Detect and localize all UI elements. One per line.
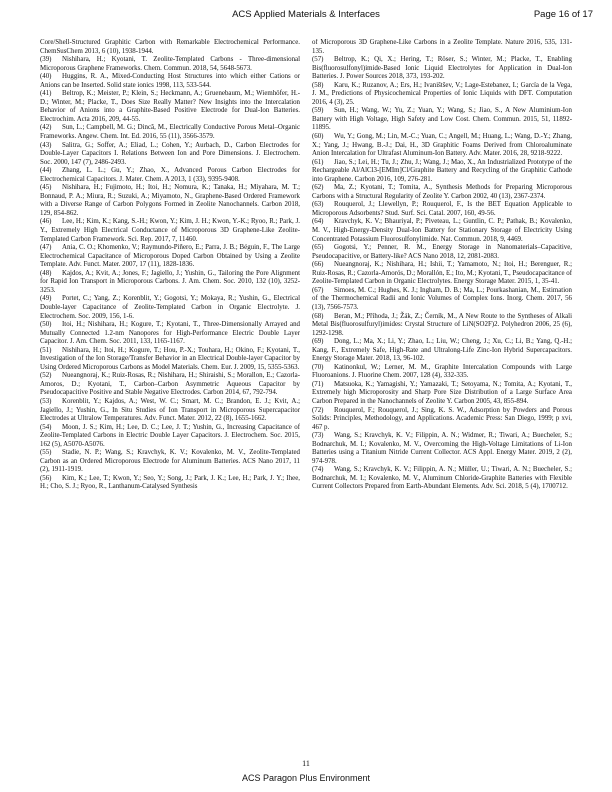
reference-entry [40,424,300,450]
reference-entry [40,475,300,492]
reference-entry [312,407,572,433]
reference-text: Korenblit, Y.; Kajdos, A.; West, W. C.; Smart, M. C.; Brandon, E. J.; Kvit, A.; Jagiello, J.; Yushin, G., In Situ Studies of Ion Transport in Microporous Supercapacitor Electrodes at Ultralow Temperatures. Adv. Funct. Mater. 2012, 22 (8), 1655-1662. [40,397,300,423]
reference-text: Jiao, S.; Lei, H.; Tu, J.; Zhu, J.; Wang, J.; Mao, X., An Industrialized Prototype of the Rechargeable Al/AlCl3-[EMIm]Cl/Graphite Battery and Recycling of the Graphitic Cathode into Graphene. Carbon 2016, 109, 276-281. [312,158,572,183]
reference-text: Itoi, H.; Nishihara, H.; Kogure, T.; Kyotani, T., Three-Dimensionally Arrayed and Mutually Connected 1.2-nm Nanopores for High-Performance Electric Double Layer Capacitor. J. Am. Chem. Soc. 2011, 133, 1165-1167. [40,321,300,346]
reference-text: Sun, L.; Campbell, M. G.; Dincă, M., Electrically Conductive Porous Metal–Organic Frameworks. Angew. Chem. Int. Ed. 2016, 55 (11), 3566-3579. [40,124,300,141]
reference-text: Nishihara, H.; Kyotani, T. Zeolite-Templated Carbons - Three-dimensional Microporous Graphene Frameworks. Chem. Commun. 2018, 54, 5648-5673. [40,56,300,72]
reference-number: (65) [312,244,324,252]
reference-number: (67) [312,286,324,294]
reference-text: Core/Shell-Structured Graphitic Carbon with Remarkable Electrochemical Performance. ChemSusChem 2013, 6 (10), 1938-1944. [40,39,300,55]
reference-number: (49) [40,295,52,303]
reference-text: Beran, M.; Příhoda, J.; Žák, Z.; Černík, M., A New Route to the Syntheses of Alkali Metal Bis(fluorosulfuryl)imides: Crystal Structure of LiN(SO2F)2. Polyhedron 2006, 25 (6), 1292-1298. [312,312,572,337]
reference-text: Matsuoka, K.; Yamagishi, Y.; Yamazaki, T.; Setoyama, N.; Tomita, A.; Kyotani, T., Extremely high Microporosity and Sharp Pore Size Distribution of a Large Surface Area Carbon Prepared in the Nanochannels of Zeolite Y. Carbon 2005, 43, 855-894. [312,380,572,405]
reference-entry [40,295,300,321]
reference-text: Nishihara, H.; Itoi, H.; Kogure, T.; Hou, P.-X.; Touhara, H.; Okino, F.; Kyotani, T., Investigation of the Ion Storage/Transfer Behavior in an Electrical Double-layer Capacitor by Using Ordered Microporous Carbons as Model Materials. Chem. Eur. J. 2009, 15, 5355-5363. [40,346,300,371]
reference-text: Ma, Z.; Kyotani, T.; Tomita, A., Synthesis Methods for Preparing Microporous Carbons with a Structural Regularity of Zeolite Y. Carbon 2002, 40 (13), 2367-2374. [312,184,572,200]
reference-text: Rouquerol, F.; Rouquerol, J.; Sing, K. S. W., Adsorption by Powders and Porous Solids: Principles, Methodology, and Applications. Academic Press: San Diego, 1999; p xvi, 467 p. [312,406,572,431]
reference-text: Nueangnoraj, K.; Ruiz-Rosas, R.; Nishihara, H.; Shiraishi, S.; Morallon, E.; Cazorla-Amoros, D.; Kyotani, T., Carbon–Carbon Asymmetric Aqueous Capacitor by Pseudocapacitive Positive and Stable Negative Electrodes. Carbon 2014, 67, 792-794. [40,372,300,397]
reference-number: (61) [312,158,324,166]
reference-entry [40,56,300,73]
reference-entry [40,39,300,56]
reference-entry [312,82,572,108]
reference-number: (42) [40,124,52,132]
reference-entry [40,244,300,270]
reference-text: Nueangnoraj, K.; Nishihara, H.; Ishii, T.; Yamamoto, N.; Itoi, H.; Berenguer, R.; Ruiz-Rosas, R.; Cazorla-Amorós, D.; Morallón, E.; Ito, M.; Kyotani, T., Pseudocapacitance of Zeolite-Templated Carbon in Organic Electrolytes. Energy Storage Mater. 2015, 1, 35-41. [312,261,572,286]
page-header [0,9,612,23]
reference-entry [312,381,572,407]
reference-entry [312,287,572,313]
reference-number: (68) [312,312,324,320]
reference-number: (44) [40,167,52,175]
reference-entry [40,167,300,184]
reference-number: (57) [312,56,324,64]
journal-title: ACS Applied Materials & Interfaces [232,9,380,20]
reference-entry [40,449,300,475]
page-number: 11 [302,759,310,768]
reference-entry [312,184,572,201]
reference-entry [312,432,572,466]
reference-number: (60) [312,133,324,141]
reference-text: Kravchyk, K. V.; Bhauriyal, P.; Piveteau, L.; Guntlin, C. P.; Pathak, B.; Kovalenko, M. V., High-Energy-Density Dual-Ion Battery for Stationary Storage of Electricity Using Concentrated Potassium Fluorosulfonylimide. Nat. Commun. 2018, 9, 4469. [312,218,572,243]
reference-entry [312,218,572,244]
reference-text: Dong, L.; Ma, X.; Li, Y.; Zhao, L.; Liu, W.; Cheng, J.; Xu, C.; Li, B.; Yang, Q.-H.; Kang, F., Extremely Safe, High-Rate and Ultralong-Life Zinc-Ion Hybrid Supercapacitors. Energy Storage Mater. 2018, 13, 96-102. [312,338,572,363]
footer-environment: ACS Paragon Plus Environment [241,773,371,783]
reference-entry [312,364,572,381]
reference-text: Simoes, M. C.; Hughes, K. J.; Ingham, D. B.; Ma, L.; Pourkashanian, M., Estimation of the Thermochemical Radii and Ionic Volumes of Complex Ions. Inorg. Chem. 2017, 56 (13), 7566-7573. [312,286,572,311]
reference-number: (73) [312,432,324,440]
reference-text: Salitra, G.; Soffer, A.; Eliad, L.; Cohen, Y.; Aurbach, D., Carbon Electrodes for Double-Layer Capacitors I. Relations Between Ion and Pore Dimensions. J. Electrochem. Soc. 2000, 147 (7), 2486-2493. [40,141,300,166]
reference-number: (48) [40,269,52,277]
reference-entry [312,56,572,82]
right-column [312,39,572,739]
reference-entry [312,201,572,218]
reference-text: Katinonkul, W.; Lerner, M. M., Graphite Intercalation Compounds with Large Fluoroanions. J. Fluorine Chem. 2007, 128 (4), 332-335. [312,363,572,380]
reference-number: (50) [40,321,52,329]
reference-entry [312,338,572,364]
reference-text: Ania, C. O.; Khomenko, V.; Raymundo-Piñero, E.; Parra, J. B.; Béguin, F., The Large Electrochemical Capacitance of Microporous Doped Carbon Obtained by Using a Zeolite Template. Adv. Funct. Mater. 2007, 17 (11), 1828-1836. [40,244,300,269]
reference-number: (56) [40,474,52,482]
reference-entry [312,244,572,261]
reference-entry [40,184,300,218]
reference-text: Lee, H.; Kim, K.; Kang, S.-H.; Kwon, Y.; Kim, J. H.; Kwon, Y.-K.; Ryoo, R.; Park, J. Y., Extremely High Electrical Conductance of Microporous 3D Graphene-Like Zeolite-Templated Carbon Framework. Sci. Rep. 2017, 7, 11460. [40,218,300,243]
reference-entry [40,347,300,373]
reference-text: Zhang, L. L.; Gu, Y.; Zhao, X., Advanced Porous Carbon Electrodes for Electrochemical Capacitors. J. Mater. Chem. A 2013, 1 (33), 9395-9408. [40,167,300,183]
reference-text: of Microporous 3D Graphene-Like Carbons in a Zeolite Template. Nature 2016, 535, 131-135. [312,39,572,55]
reference-entry [40,218,300,244]
reference-text: Beltrop, K.; Meister, P.; Klein, S.; Heckmann, A.; Gruenebaum, M.; Wiemhöfer, H.-D.; Winter, M.; Placke, T., Does Size Really Matter? New Insights into the Intercalation Behavior of Anions into a Graphite-Based Positive Electrode for Dual-Ion Batteries. Electrochim. Acta 2016, 209, 44-55. [40,90,300,123]
reference-number: (63) [312,201,324,209]
reference-number: (62) [312,184,324,192]
reference-number: (59) [312,107,324,115]
reference-text: Huggins, R. A., Mixed-Conducting Host Structures into which either Cations or Anions can be Inserted. Solid state ionics 1998, 113, 533-544. [40,73,300,89]
page-label: Page 16 of 17 [533,9,593,20]
reference-number: (58) [312,81,324,89]
reference-entry [312,39,572,56]
reference-number: (54) [40,423,52,431]
reference-text: Wang, S.; Kravchyk, K. V.; Filippin, A. N.; Müller, U.; Tiwari, A. N.; Buecheler, S.; Bodnarchuk, M. I.; Kovalenko, M. V., Aluminum Chloride-Graphite Batteries with Flexible Current Collectors Prepared from Earth-Abundant Elements. Adv. Sci. 2018, 5 (4), 1700712. [312,466,572,491]
reference-entry [312,133,572,159]
reference-text: Beltrop, K.; Qi, X.; Hering, T.; Röser, S.; Winter, M.; Placke, T., Enabling Bis(fluorosulfonyl)imide-Based Ionic Liquid Electrolytes for Application in Dual-Ion Batteries. J. Power Sources 2018, 373, 193-202. [312,56,572,81]
reference-text: Kajdos, A.; Kvit, A.; Jones, F.; Jagiello, J.; Yushin, G., Tailoring the Pore Alignment for Rapid Ion Transport in Microporous Carbons. J. Am. Chem. Soc. 2010, 132 (10), 3252-3253. [40,269,300,294]
reference-number: (41) [40,90,52,98]
reference-entry [40,142,300,168]
reference-number: (40) [40,73,52,81]
reference-number: (43) [40,141,52,149]
reference-number: (47) [40,244,52,252]
reference-number: (66) [312,261,324,269]
reference-number: (46) [40,218,52,226]
reference-list [40,39,572,739]
reference-entry [40,270,300,296]
reference-text: Wu, Y.; Gong, M.; Lin, M.-C.; Yuan, C.; Angell, M.; Huang, L.; Wang, D.-Y.; Zhang, X.; Yang, J.; Hwang, B.-J.; Dai, H., 3D Graphitic Foams Derived from Chloroaluminate Anion Intercalation for Ultrafast Aluminum-Ion Battery. Adv. Mater. 2016, 28, 9218-9222. [312,133,572,158]
reference-entry [312,107,572,133]
reference-entry [40,372,300,398]
reference-number: (45) [40,184,52,192]
reference-entry [312,159,572,185]
reference-entry [312,313,572,339]
reference-number: (69) [312,338,324,346]
reference-text: Moon, J. S.; Kim, H.; Lee, D. C.; Lee, J. T.; Yushin, G., Increasing Capacitance of Zeolite-Templated Carbons in Electric Double Layer Capacitors. J. Electrochem. Soc. 2015, 162 (5), A5070-A5076. [40,423,300,448]
left-column [40,39,300,739]
reference-text: Gogotsi, Y.; Penner, R. M., Energy Storage in Nanomaterials–Capacitive, Pseudocapacitive, or Battery-like? ACS Nano 2018, 12, 2081-2083. [312,244,572,260]
reference-number: (51) [40,346,52,354]
reference-number: (71) [312,380,324,388]
reference-entry [40,124,300,141]
reference-number: (53) [40,397,52,405]
reference-number: (70) [312,363,324,371]
reference-text: Wang, S.; Kravchyk, K. V.; Filippin, A. N.; Widmer, R.; Tiwari, A.; Buecheler, S.; Bodnarchuk, M. I.; Kovalenko, M. V., Overcoming the High-Voltage Limitations of Li-Ion Batteries using a Titanium Nitride Current Collector. ACS Appl. Energy Mater. 2019, 2 (2), 974-978. [312,432,572,465]
reference-text: Nishihara, H.; Fujimoto, H.; Itoi, H.; Nomura, K.; Tanaka, H.; Miyahara, M. T.; Bonnaud, P. A.; Miura, R.; Suzuki, A.; Miyamoto, N., Graphene-Based Ordered Framework with a Diverse Range of Carbon Polygons Formed in Zeolite Nanochannels. Carbon 2018, 129, 854-862. [40,184,300,217]
reference-entry [312,261,572,287]
reference-number: (74) [312,466,324,474]
reference-entry [312,466,572,492]
reference-entry [40,398,300,424]
reference-number: (64) [312,218,324,226]
reference-entry [40,321,300,347]
reference-number: (52) [40,372,52,380]
reference-text: Karu, K.; Ruzanov, A.; Ers, H.; Ivaništšev, V.; Lage-Estebanez, I.; García de la Vega, J. M., Predictions of Physicochemical Properties of Ionic Liquids with DFT. Computation 2016, 4 (3), 25. [312,81,572,106]
reference-number: (72) [312,406,324,414]
reference-number: (39) [40,56,52,64]
reference-text: Stadie, N. P.; Wang, S.; Kravchyk, K. V.; Kovalenko, M. V., Zeolite-Templated Carbon as an Ordered Microporous Electrode for Aluminum Batteries. ACS Nano 2017, 11 (2), 1911-1919. [40,449,300,474]
reference-text: Portet, C.; Yang, Z.; Korenblit, Y.; Gogotsi, Y.; Mokaya, R.; Yushin, G., Electrical Double-layer Capacitance of Zeolite-Templated Carbon in Organic Electrolyte. J. Electrochem. Soc. 2009, 156, 1-6. [40,295,300,320]
reference-text: Rouquerol, J.; Llewellyn, P.; Rouquerol, F., Is the BET Equation Applicable to Microporous Adsorbents? Stud. Surf. Sci. Catal. 2007, 160, 49-56. [312,201,572,217]
reference-number: (55) [40,449,52,457]
reference-entry [40,73,300,90]
reference-entry [40,90,300,124]
reference-text: Sun, H.; Wang, W.; Yu, Z.; Yuan, Y.; Wang, S.; Jiao, S., A New Aluminium-Ion Battery with High Voltage, High Safety and Low Cost. Chem. Commun. 2015, 51, 11892-11895. [312,107,572,132]
reference-text: Kim, K.; Lee, T.; Kwon, Y.; Seo, Y.; Song, J.; Park, J. K.; Lee, H.; Park, J. Y.; Ihee, H.; Cho, S. J.; Ryoo, R., Lanthanum-Catalysed Synthesis [40,474,300,491]
